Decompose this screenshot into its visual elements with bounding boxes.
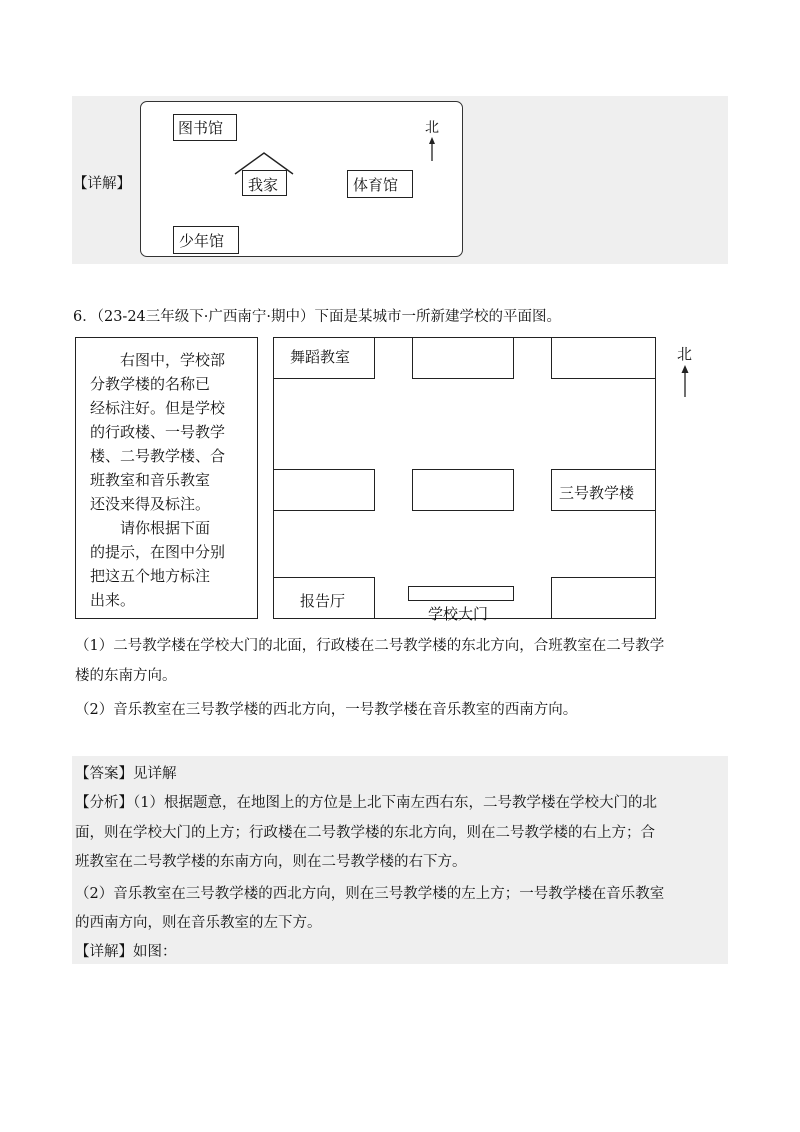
instruction-line: 出来。 <box>90 591 136 609</box>
detail-label: 【详解】 <box>73 176 131 192</box>
instruction-line: 班教室和音乐教室 <box>90 471 211 489</box>
youth-center-label: 少年馆 <box>179 232 225 250</box>
detail-line: 【详解】如图： <box>75 944 177 960</box>
north-label-top: 北 <box>425 120 439 136</box>
top-right-building <box>551 337 656 379</box>
analysis-line: 面，则在学校大门的上方；行政楼在二号教学楼的东北方向，则在二号教学楼的右上方；合 <box>75 825 655 841</box>
gate-bar <box>408 586 514 601</box>
top-middle-building <box>412 337 514 379</box>
hint-line: （1）二号教学楼在学校大门的北面，行政楼在二号教学楼的东北方向，合班教室在二号教学 <box>75 638 665 654</box>
north-arrow-icon <box>679 364 691 398</box>
analysis-line: 班教室在二号教学楼的东南方向，则在二号教学楼的右下方。 <box>75 854 467 870</box>
mid-middle-building <box>412 469 514 511</box>
instruction-line: 还没来得及标注。 <box>90 495 211 513</box>
instruction-line: 把这五个地方标注 <box>90 567 211 585</box>
analysis-line: 的西南方向，则在音乐教室的左下方。 <box>75 915 322 931</box>
library-label: 图书馆 <box>178 119 224 137</box>
analysis-line: 【分析】（1）根据题意，在地图上的方位是上北下南左西右东，二号教学楼在学校大门的北 <box>75 795 657 811</box>
north-label-plan: 北 <box>677 345 693 363</box>
home-label: 我家 <box>248 176 279 194</box>
gate-label: 学校大门 <box>428 605 489 623</box>
gym-label: 体育馆 <box>353 176 399 194</box>
north-arrow-icon <box>426 136 438 162</box>
dance-room-label: 舞蹈教室 <box>290 348 351 366</box>
hall-label: 报告厅 <box>300 592 346 610</box>
hint-line: 楼的东南方向。 <box>75 668 177 684</box>
instruction-line: 请你根据下面 <box>120 519 211 537</box>
question-header: 6．（23-24三年级下·广西南宁·期中）下面是某城市一所新建学校的平面图。 <box>73 309 561 325</box>
instruction-line: 的行政楼、一号教学 <box>90 423 226 441</box>
analysis-line: （2）音乐教室在三号教学楼的西北方向，则在三号教学楼的左上方；一号教学楼在音乐教室 <box>75 886 665 902</box>
bottom-right-building <box>551 577 656 619</box>
building3-label: 三号教学楼 <box>559 484 635 502</box>
instruction-line: 楼、二号教学楼、合 <box>90 447 226 465</box>
instruction-line: 经标注好。但是学校 <box>90 399 226 417</box>
hint-line: （2）音乐教室在三号教学楼的西北方向，一号教学楼在音乐教室的西南方向。 <box>75 702 578 718</box>
instruction-line: 右图中，学校部 <box>120 351 226 369</box>
mid-left-building <box>273 469 375 511</box>
instruction-text <box>90 348 225 612</box>
instruction-line: 的提示，在图中分别 <box>90 543 226 561</box>
answer-line: 【答案】见详解 <box>75 766 177 782</box>
instruction-line: 分教学楼的名称已 <box>90 375 211 393</box>
